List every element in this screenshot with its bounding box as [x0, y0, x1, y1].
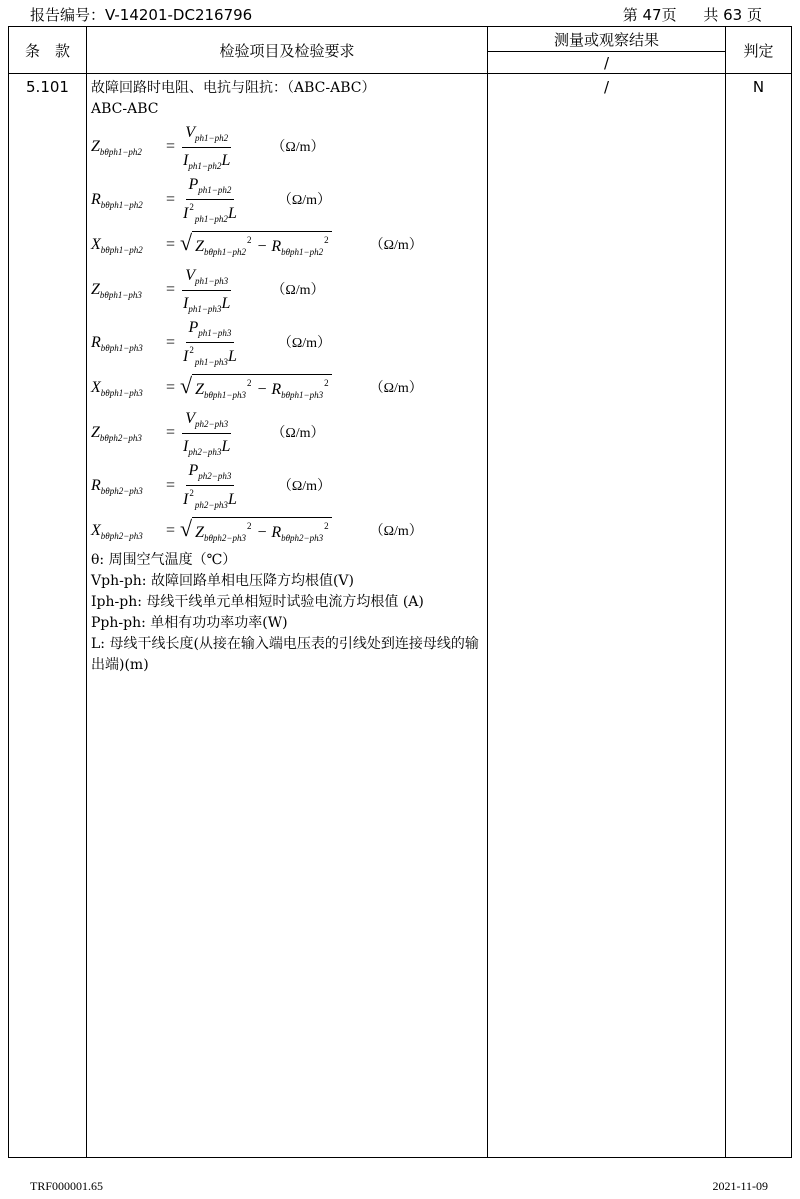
formula-lhs: $R_{b\theta ph1-ph2}$: [91, 190, 143, 210]
note-line: Iph-ph: 母线干线单元单相短时试验电流方均根值 (A): [91, 594, 424, 610]
note-line: L: 母线干线长度(从接在输入端电压表的引线处到连接母线的输出端)(m): [91, 636, 479, 673]
formula-lhs: $X_{b\theta ph1-ph2}$: [91, 235, 143, 255]
formula-unit: （Ω/m）: [271, 425, 325, 441]
formula-lhs: $X_{b\theta ph1-ph3}$: [91, 378, 143, 398]
formula-fraction: $\frac{V_{ph1-ph3}}{I_{ph1-ph3}L}$: [180, 264, 233, 316]
note-line: Vph-ph: 故障回路单相电压降方均根值(V): [91, 573, 354, 589]
header-item: 检验项目及检验要求: [87, 27, 488, 74]
formula-1: $R_{b\theta ph1-ph2}$ = $\frac{P_{ph1-ph2}}{I^2_{ph1-ph2}L}$ （Ω/m）: [91, 174, 483, 226]
formula-5: $X_{b\theta ph1-ph3}$ = √ $Z_{b\theta ph1-ph3}^2 - R_{b\theta ph1-ph3}^2$ （Ω/m）: [91, 370, 483, 406]
formula-lhs: $R_{b\theta ph1-ph3}$: [91, 333, 143, 353]
header-verdict: 判定: [726, 27, 792, 74]
formula-fraction: $\frac{P_{ph2-ph3}}{I^2_{ph2-ph3}L}$: [180, 459, 240, 512]
formula-lhs: $Z_{b\theta ph1-ph2}$: [91, 137, 142, 157]
formula-sqrt: √ $Z_{b\theta ph2-ph3}^2 - R_{b\theta ph2-ph3}^2$: [180, 517, 332, 546]
formula-3: $Z_{b\theta ph1-ph3}$ = $\frac{V_{ph1-ph3}}{I_{ph1-ph3}L}$ （Ω/m）: [91, 264, 483, 316]
formula-fraction: $\frac{P_{ph1-ph3}}{I^2_{ph1-ph3}L}$: [180, 316, 240, 369]
formula-0: $Z_{b\theta ph1-ph2}$ = $\frac{V_{ph1-ph2}}{I_{ph1-ph2}L}$ （Ω/m）: [91, 121, 483, 173]
formula-list: [91, 121, 483, 549]
clause-number: 5.101: [9, 74, 87, 1158]
inspection-table: [8, 26, 792, 1158]
formula-8: $X_{b\theta ph2-ph3}$ = √ $Z_{b\theta ph2-ph3}^2 - R_{b\theta ph2-ph3}^2$ （Ω/m）: [91, 513, 483, 549]
footer-date: 2021-11-09: [712, 1179, 768, 1193]
formula-4: $R_{b\theta ph1-ph3}$ = $\frac{P_{ph1-ph3}}{I^2_{ph1-ph3}L}$ （Ω/m）: [91, 317, 483, 369]
formula-sqrt: √ $Z_{b\theta ph1-ph3}^2 - R_{b\theta ph1-ph3}^2$: [180, 374, 332, 403]
formula-unit: （Ω/m）: [277, 478, 332, 494]
formula-unit: （Ω/m）: [277, 192, 332, 208]
form-number: TRF000001.65: [30, 1179, 104, 1193]
formula-unit: （Ω/m）: [271, 282, 325, 298]
formula-fraction: $\frac{V_{ph2-ph3}}{I_{ph2-ph3}L}$: [180, 407, 233, 459]
formula-7: $R_{b\theta ph2-ph3}$ = $\frac{P_{ph2-ph3}}{I^2_{ph2-ph3}L}$ （Ω/m）: [91, 460, 483, 512]
formula-unit: （Ω/m）: [369, 237, 423, 253]
note-line: θ: 周围空气温度（℃）: [91, 552, 237, 568]
formula-unit: （Ω/m）: [369, 380, 423, 396]
page-info: [623, 4, 762, 25]
formula-unit: （Ω/m）: [369, 523, 423, 539]
formula-lhs: $X_{b\theta ph2-ph3}$: [91, 521, 143, 541]
report-number: 报告编号：V-14201-DC216796: [30, 6, 253, 24]
header-result: 测量或观察结果: [488, 27, 726, 52]
formula-unit: （Ω/m）: [277, 335, 332, 351]
result-value: /: [488, 74, 726, 1158]
verdict-value: N: [726, 74, 792, 1158]
page-current: 第 47页: [622, 6, 677, 24]
formula-6: $Z_{b\theta ph2-ph3}$ = $\frac{V_{ph2-ph3}}{I_{ph2-ph3}L}$ （Ω/m）: [91, 407, 483, 459]
page-total: 共 63 页: [703, 6, 762, 24]
formula-lhs: $Z_{b\theta ph1-ph3}$: [91, 280, 142, 300]
requirement-content: [87, 74, 488, 1158]
formula-unit: （Ω/m）: [271, 139, 325, 155]
formula-fraction: $\frac{V_{ph1-ph2}}{I_{ph1-ph2}L}$: [180, 121, 233, 173]
formula-2: $X_{b\theta ph1-ph2}$ = √ $Z_{b\theta ph1-ph2}^2 - R_{b\theta ph1-ph2}^2$ （Ω/m）: [91, 227, 483, 263]
formula-fraction: $\frac{P_{ph1-ph2}}{I^2_{ph1-ph2}L}$: [180, 173, 240, 226]
note-line: Pph-ph: 单相有功功率功率(W): [91, 615, 288, 631]
formula-lhs: $R_{b\theta ph2-ph3}$: [91, 476, 143, 496]
header-result-sub: /: [488, 52, 726, 74]
formula-sqrt: √ $Z_{b\theta ph1-ph2}^2 - R_{b\theta ph1-ph2}^2$: [180, 231, 332, 260]
formula-lhs: $Z_{b\theta ph2-ph3}$: [91, 423, 142, 443]
header-clause: 条 款: [9, 27, 87, 74]
notes-list: [91, 550, 483, 676]
requirement-title: 故障回路时电阻、电抗与阻抗：（ABC-ABC）: [91, 80, 376, 96]
requirement-subtitle: ABC-ABC: [91, 101, 159, 117]
